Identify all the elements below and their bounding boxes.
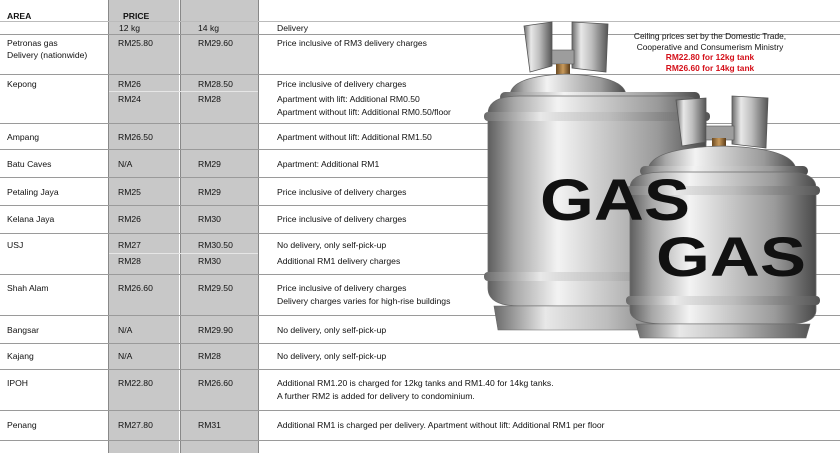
row-delivery-alt: Additional RM1 delivery charges [277, 256, 401, 266]
row-price-14kg: RM29.50 [198, 283, 233, 293]
row-area: Kelana Jaya [7, 214, 55, 224]
row-price-12kg: RM26 [118, 214, 141, 224]
row-area: Bangsar [7, 325, 40, 335]
row-price-14kg: RM30 [198, 214, 221, 224]
row-delivery: No delivery, only self-pick-up [277, 325, 387, 335]
sub-row-divider [109, 91, 258, 92]
column-divider [108, 0, 109, 453]
column-divider [180, 0, 181, 453]
row-area: Penang [7, 420, 37, 430]
row-delivery: Additional RM1 is charged per delivery. Apartment without lift: Additional RM1 per floor [277, 420, 605, 430]
row-price-12kg: RM26 [118, 79, 141, 89]
row-delivery-alt: Apartment with lift: Additional RM0.50 [277, 94, 420, 104]
row-area: Batu Caves [7, 159, 52, 169]
row-delivery: Price inclusive of delivery charges [277, 79, 407, 89]
header-price: PRICE [123, 11, 150, 21]
row-price-14kg: RM29 [198, 187, 221, 197]
header-delivery: Delivery [277, 23, 309, 33]
note-line2: Cooperative and Consumerism Ministry [636, 41, 784, 52]
row-area: Kepong [7, 79, 37, 89]
row-divider [0, 410, 840, 411]
row-delivery: Price inclusive of delivery charges [277, 187, 407, 197]
row-area: Petronas gas [7, 38, 58, 48]
row-delivery: Additional RM1.20 is charged for 12kg tanks and RM1.40 for 14kg tanks. [277, 378, 554, 388]
sub-row-divider [109, 253, 258, 254]
row-area-line2: Delivery (nationwide) [7, 50, 88, 60]
row-area: Petaling Jaya [7, 187, 59, 197]
large-cylinder-label: GAS [540, 168, 690, 233]
row-price-12kg: N/A [118, 325, 133, 335]
small-cylinder-label: GAS [656, 225, 806, 288]
row-delivery: Price inclusive of RM3 delivery charges [277, 38, 427, 48]
row-price-14kg: RM26.60 [198, 378, 233, 388]
row-price-12kg: N/A [118, 159, 133, 169]
row-delivery: No delivery, only self-pick-up [277, 351, 387, 361]
header-12kg: 12 kg [119, 23, 141, 33]
row-price-14kg-alt: RM30 [198, 256, 221, 266]
row-delivery: Apartment without lift: Additional RM1.50 [277, 132, 432, 142]
row-price-12kg: RM25 [118, 187, 141, 197]
row-area: USJ [7, 240, 24, 250]
row-price-12kg: RM26.60 [118, 283, 153, 293]
row-delivery-line2: A further RM2 is added for delivery to condominium. [277, 391, 475, 401]
row-price-14kg: RM29.90 [198, 325, 233, 335]
row-price-14kg: RM29 [198, 159, 221, 169]
row-price-12kg-alt: RM24 [118, 94, 141, 104]
row-price-14kg: RM28.50 [198, 79, 233, 89]
row-price-12kg: RM22.80 [118, 378, 153, 388]
row-divider [0, 369, 840, 370]
row-price-14kg: RM28 [198, 351, 221, 361]
header-14kg: 14 kg [198, 23, 220, 33]
row-area: Ampang [7, 132, 40, 142]
note-ceiling-14kg: RM26.60 for 14kg tank [665, 62, 755, 73]
column-divider [258, 0, 259, 453]
row-divider [0, 440, 840, 441]
row-price-14kg: RM30.50 [198, 240, 233, 250]
row-price-12kg: N/A [118, 351, 133, 361]
ceiling-price-note [590, 31, 830, 73]
row-delivery: Price inclusive of delivery charges [277, 214, 407, 224]
row-area: IPOH [7, 378, 29, 388]
row-price-12kg: RM27 [118, 240, 141, 250]
row-divider [0, 343, 840, 344]
row-price-14kg: RM29.60 [198, 38, 233, 48]
row-price-12kg: RM25.80 [118, 38, 153, 48]
row-delivery: No delivery, only self-pick-up [277, 240, 387, 250]
note-ceiling-12kg: RM22.80 for 12kg tank [665, 52, 755, 63]
row-price-14kg: RM31 [198, 420, 221, 430]
row-price-12kg: RM26.50 [118, 132, 153, 142]
note-line1: Ceiling prices set by the Domestic Trade, [633, 31, 787, 41]
row-delivery: Apartment: Additional RM1 [277, 159, 380, 169]
row-delivery-alt-line2: Apartment without lift: Additional RM0.50/floor [277, 107, 451, 117]
row-delivery: Price inclusive of delivery charges [277, 283, 407, 293]
row-price-12kg-alt: RM28 [118, 256, 141, 266]
row-price-14kg-alt: RM28 [198, 94, 221, 104]
row-area: Shah Alam [7, 283, 49, 293]
row-delivery-line2: Delivery charges varies for high-rise buildings [277, 296, 451, 306]
header-area: AREA [7, 11, 32, 21]
row-price-12kg: RM27.80 [118, 420, 153, 430]
row-area: Kajang [7, 351, 34, 361]
